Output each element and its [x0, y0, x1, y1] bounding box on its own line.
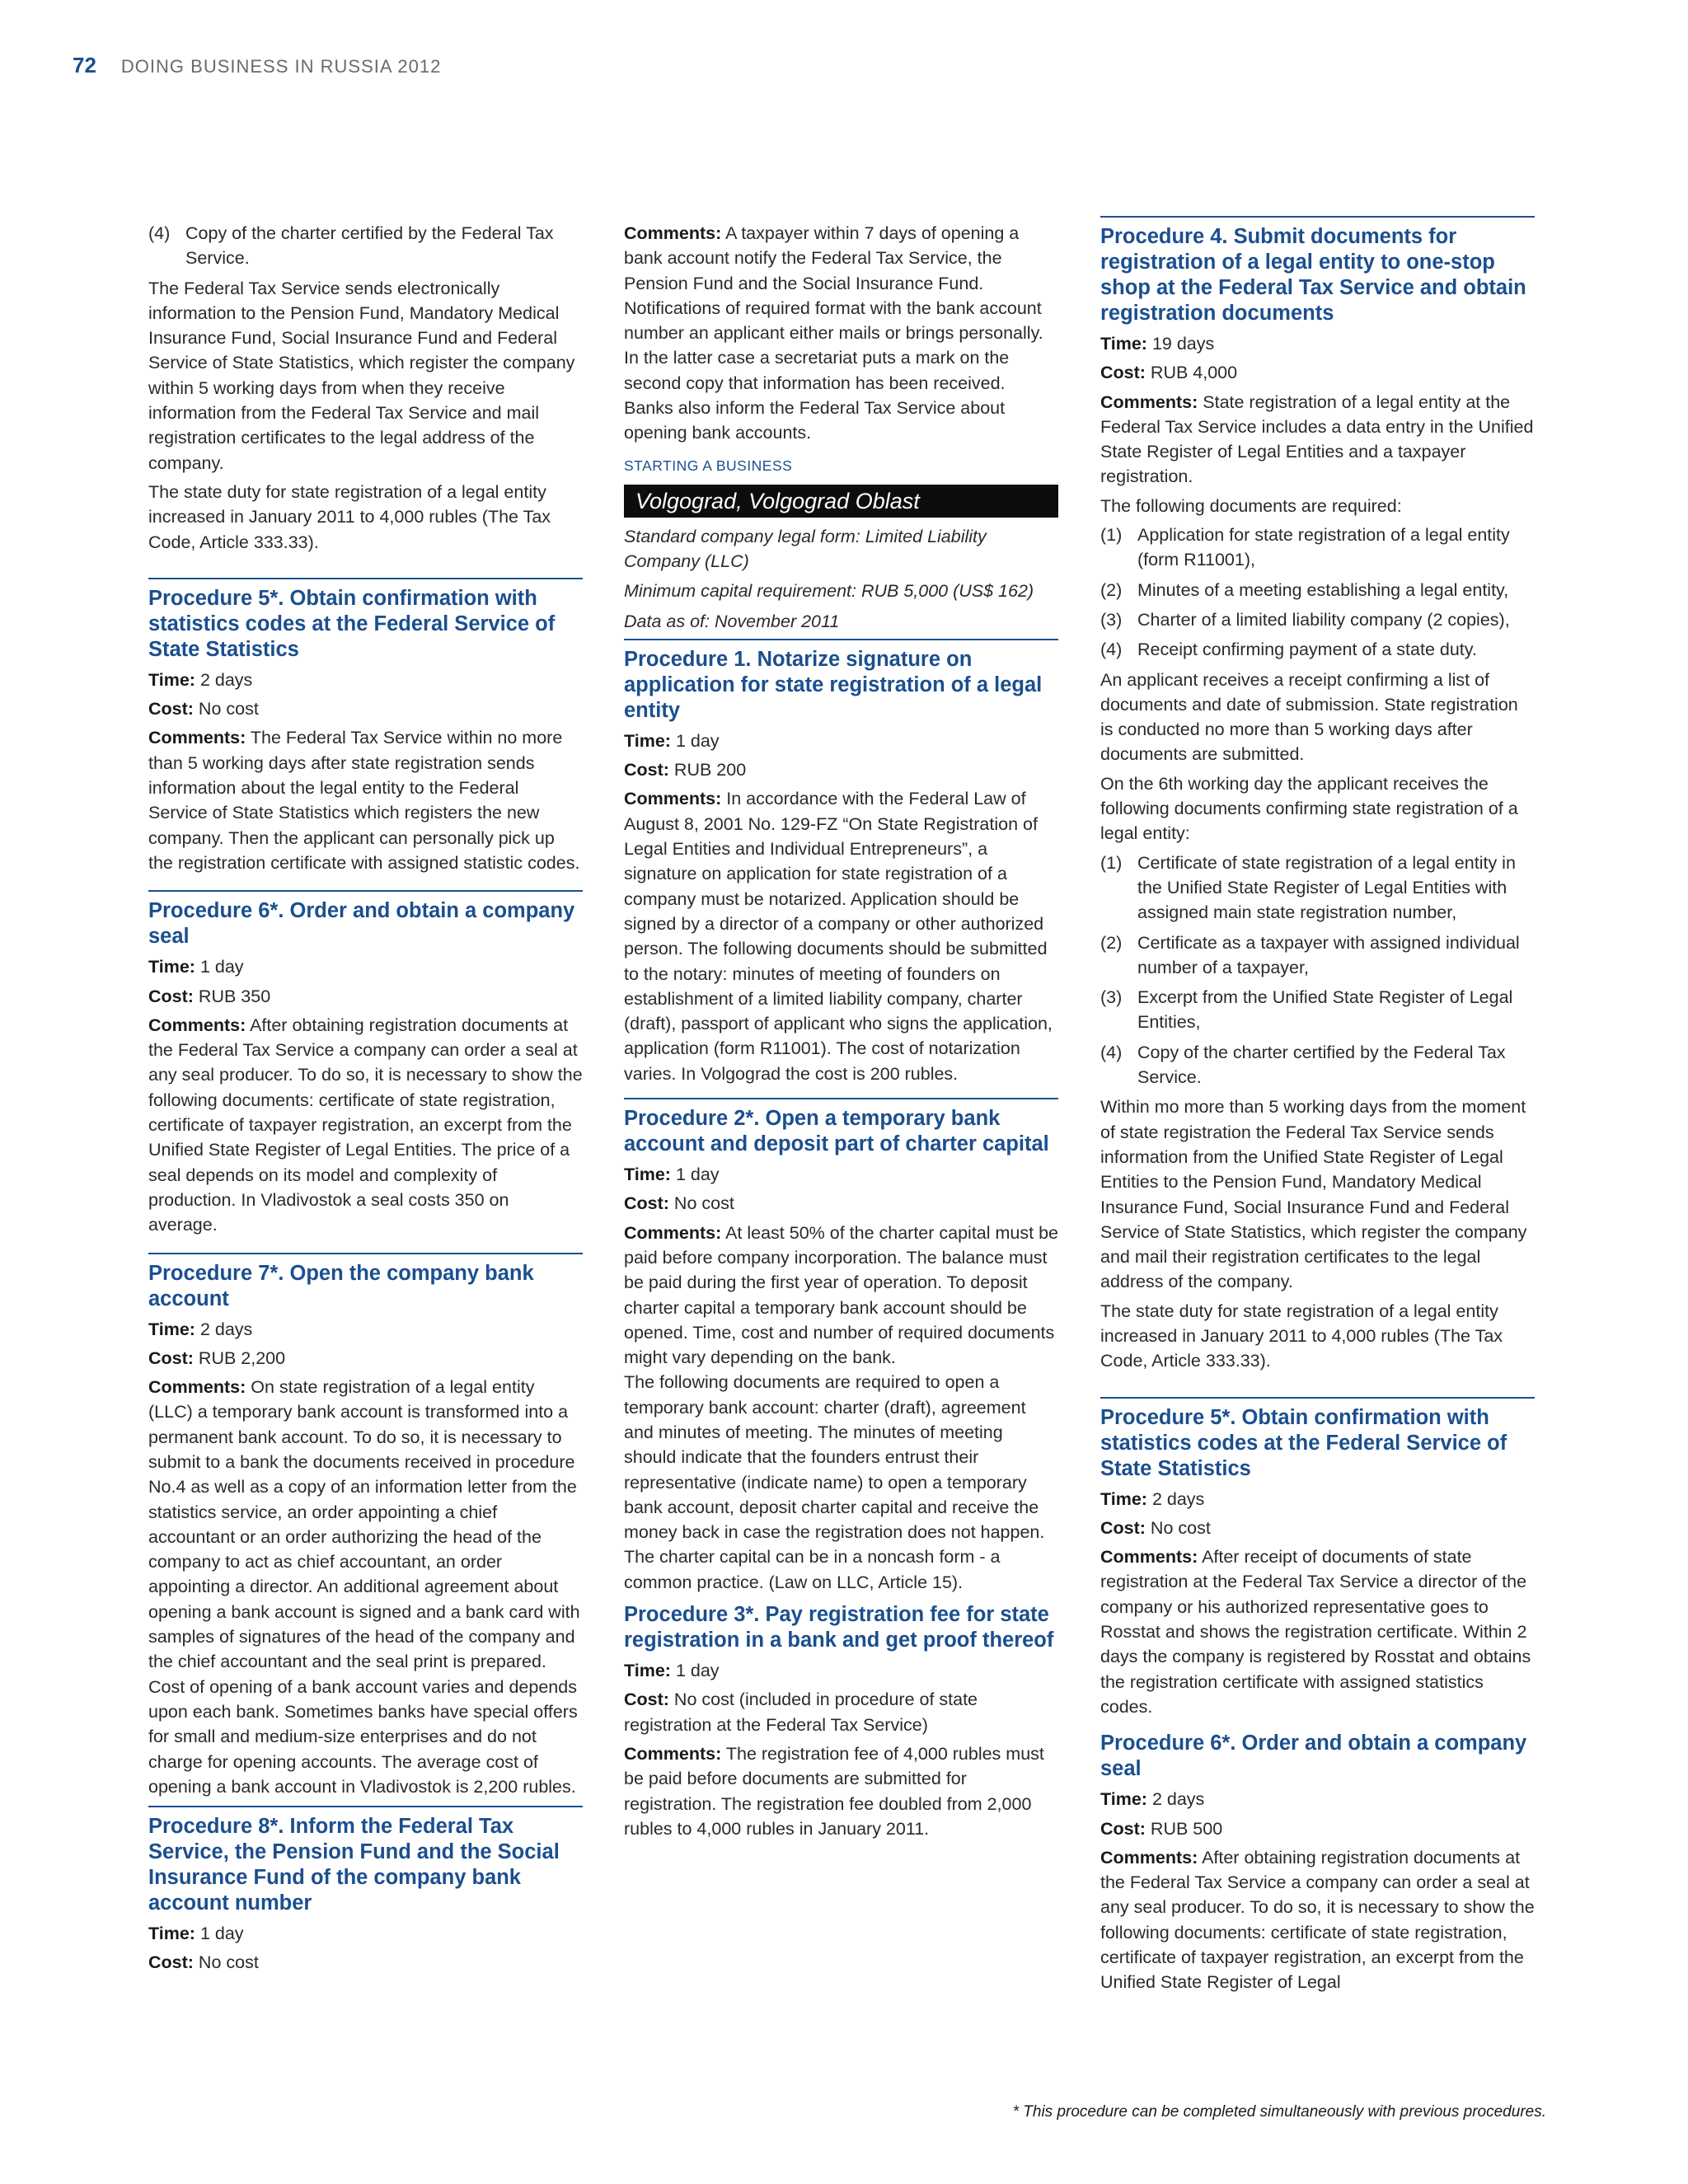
procedure-heading: [148, 1806, 583, 1916]
procedure-title: Procedure 5*. Obtain confirmation with statistics codes at the Federal Service of State Statistics: [1100, 1405, 1507, 1480]
paragraph: The following documents are required to open a temporary bank account: charter (draft), agreement and minutes of meeting. The minutes of meeting should indicate that the founders entrust their representative (indicate name) to open a temporary bank account, deposit charter capital and receive the money back in case the registration does not happen. The charter capital can be in a noncash form - a common practice. (Law on LLC, Article 15).: [624, 1372, 1045, 1592]
minimum-capital: Minimum capital requirement: RUB 5,000 (US$ 162): [624, 581, 1034, 602]
procedure-title: Procedure 2*. Open a temporary bank account and deposit part of charter capital: [624, 1107, 1049, 1156]
procedure-title: Procedure 3*. Pay registration fee for state registration in a bank and get proof thereof: [624, 1603, 1054, 1652]
procedure-heading: [1100, 1397, 1535, 1482]
list-item: (4) Copy of the charter certified by the Federal Tax Service.: [148, 223, 554, 269]
paragraph: The Federal Tax Service sends electronically information to the Pension Fund, Mandatory Medical Insurance Fund, Social Insurance Fund and Federal Service of State Statistics, which register the company within 5 working days from when they receive information from the Federal Tax Service and mail registration certificates to the legal address of the company.: [148, 278, 575, 473]
procedure-heading: [1100, 216, 1535, 326]
list-item: (1) Certificate of state registration of a legal entity in the Unified State Register of Legal Entities with assigned main state registration number,: [1100, 852, 1516, 923]
procedure-title: Procedure 1. Notarize signature on application for state registration of a legal entity: [624, 647, 1043, 722]
page-header: [73, 53, 441, 86]
procedure-title: Procedure 8*. Inform the Federal Tax Service, the Pension Fund and the Social Insurance Fund of the company bank account number: [148, 1815, 560, 1915]
data-as-of: Data as of: November 2011: [624, 611, 840, 631]
procedure-cost: Cost: RUB 500: [1100, 1818, 1223, 1839]
procedure-comments: Comments: A taxpayer within 7 days of opening a bank account notify the Federal Tax Service, the Pension Fund and the Social Insurance Fund. Notifications of required format with the bank account number an applicant either mails or brings personally. In the latter case a secretariat puts a mark on the second copy that information has been received. Banks also inform the Federal Tax Service about opening bank accounts.: [624, 223, 1043, 443]
paragraph: An applicant receives a receipt confirming a list of documents and date of submission. State registration is conducted no more than 5 working days after documents are submitted.: [1100, 669, 1518, 765]
paragraph: The state duty for state registration of a legal entity increased in January 2011 to 4,000 rubles (The Tax Code, Article 333.33).: [148, 481, 551, 552]
procedure-heading: [624, 1098, 1058, 1157]
procedure-heading: [148, 890, 583, 949]
procedure-title: Procedure 7*. Open the company bank account: [148, 1261, 534, 1310]
paragraph: On the 6th working day the applicant receives the following documents confirming state registration of a legal entity:: [1100, 773, 1518, 844]
procedure-comments: Comments: After receipt of documents of state registration at the Federal Tax Service a director of the company or his authorized representative goes to Rosstat and shows the registration certificate. Within 2 days the company is registered by Rosstat and obtains the registration certificate with assigned statistics codes.: [1100, 1547, 1531, 1717]
list-item: (3) Charter of a limited liability company (2 copies),: [1100, 609, 1510, 630]
procedure-heading: [624, 1599, 1058, 1653]
paragraph: The state duty for state registration of a legal entity increased in January 2011 to 4,000 rubles (The Tax Code, Article 333.33).: [1100, 1301, 1503, 1371]
procedure-cost: Cost: No cost: [1100, 1517, 1211, 1538]
procedure-comments: Comments: State registration of a legal entity at the Federal Tax Service includes a data entry in the Unified State Register of Legal Entities and a taxpayer registration.: [1100, 391, 1534, 487]
procedure-heading: [624, 639, 1058, 724]
procedure-title: Procedure 5*. Obtain confirmation with statistics codes at the Federal Service of State Statistics: [148, 586, 556, 661]
procedure-cost: Cost: RUB 4,000: [1100, 363, 1238, 383]
page-number: 72: [73, 53, 96, 77]
procedure-time: Time: 1 day: [624, 1165, 720, 1185]
legal-form: Standard company legal form: Limited Liability Company (LLC): [624, 526, 987, 571]
procedure-time: Time: 2 days: [1100, 1488, 1205, 1509]
paragraph: Within mo more than 5 working days from the moment of state registration the Federal Tax Service sends information from the Unified State Register of Legal Entities to the Pension Fund, Mandatory Medical Insurance Fund, Social Insurance Fund and Federal Service of State Statistics, which register the company and mail their registration certificates to the legal address of the company.: [1100, 1097, 1527, 1292]
document-list: [148, 221, 583, 271]
procedure-cost: Cost: No cost (included in procedure of state registration at the Federal Tax Service): [624, 1690, 978, 1735]
paragraph: The following documents are required:: [1100, 495, 1402, 516]
footnote: * This procedure can be completed simultaneously with previous procedures.: [1012, 2103, 1546, 2121]
procedure-time: Time: 1 day: [624, 1661, 720, 1681]
procedure-heading: [148, 578, 583, 663]
procedure-comments: Comments: At least 50% of the charter capital must be paid before company incorporation. The balance must be paid during the first year of operation. To deposit charter capital a temporary bank account should be opened. Time, cost and number of required documents might vary depending on the bank.: [624, 1222, 1058, 1368]
running-title: DOING BUSINESS IN RUSSIA 2012: [120, 56, 442, 77]
procedure-title: Procedure 6*. Order and obtain a company seal: [148, 899, 575, 949]
procedure-cost: Cost: No cost: [148, 1952, 259, 1973]
procedure-cost: Cost: RUB 350: [148, 986, 271, 1006]
city-banner: Volgograd, Volgograd Oblast: [624, 485, 1058, 518]
procedure-time: Time: 1 day: [148, 957, 244, 977]
column-right: [1100, 216, 1535, 1999]
procedure-time: Time: 1 day: [624, 730, 720, 751]
list-item: (4) Copy of the charter certified by the Federal Tax Service.: [1100, 1042, 1506, 1088]
section-label: STARTING A BUSINESS: [624, 457, 793, 474]
column-middle: [624, 221, 1058, 1845]
procedure-heading: [148, 1253, 583, 1312]
list-item: (2) Certificate as a taxpayer with assigned individual number of a taxpayer,: [1100, 932, 1520, 977]
required-documents-list: [1100, 523, 1535, 662]
column-left: [148, 221, 583, 1980]
procedure-time: Time: 2 days: [148, 669, 253, 690]
list-item: (1) Application for state registration of a legal entity (form R11001),: [1100, 525, 1510, 570]
procedure-comments: Comments: After obtaining registration documents at the Federal Tax Service a company can order a seal at any seal producer. To do so, it is necessary to show the following documents: certificate of state registration, certificate of taxpayer registration, an excerpt from the Unified State Register of Legal Entities. The price of a seal depends on its model and complexity of production. In Vladivostok a seal costs 350 on average.: [148, 1015, 583, 1235]
procedure-title: Procedure 4. Submit documents for registration of a legal entity to one-stop shop at the Federal Tax Service and obtain registration documents: [1100, 225, 1526, 325]
procedure-title: Procedure 6*. Order and obtain a company seal: [1100, 1732, 1527, 1781]
procedure-time: Time: 2 days: [1100, 1789, 1205, 1810]
list-item: (2) Minutes of a meeting establishing a legal entity,: [1100, 579, 1509, 600]
procedure-heading: [1100, 1727, 1535, 1782]
procedure-comments: Comments: On state registration of a legal entity (LLC) a temporary bank account is transformed into a permanent bank account. To do so, it is necessary to submit to a bank the documents received in procedure No.4 as well as a copy of an information letter from the statistics service, an order appointing a chief accountant or an order authorizing the head of the company to act as chief accountant, an order appointing a director. An additional agreement about opening a bank account is signed and a bank card with samples of signatures of the head of the company and the chief accountant and the seal print is prepared. Cost of opening of a bank account varies and depends upon each bank. Sometimes banks have special offers for small and medium-size enterprises and do not charge for opening accounts. The average cost of opening a bank account in Vladivostok is 2,200 rubles.: [148, 1377, 580, 1797]
procedure-time: Time: 19 days: [1100, 334, 1215, 354]
list-item: (4) Receipt confirming payment of a state duty.: [1100, 640, 1477, 660]
procedure-time: Time: 1 day: [148, 1924, 244, 1944]
procedure-comments: Comments: The Federal Tax Service within no more than 5 working days after state registration sends information about the legal entity to the Federal Service of State Statistics which registers the new company. Then the applicant can personally pick up the registration certificate with assigned statistic codes.: [148, 728, 580, 873]
list-item: (3) Excerpt from the Unified State Register of Legal Entities,: [1100, 987, 1513, 1033]
procedure-comments: Comments: After obtaining registration documents at the Federal Tax Service a company can order a seal at any seal producer. To do so, it is necessary to show the following documents: certificate of state registration, certificate of taxpayer registration, an excerpt from the Unified State Register of Legal: [1100, 1847, 1535, 1993]
received-documents-list: [1100, 851, 1535, 1090]
procedure-cost: Cost: No cost: [148, 699, 259, 719]
procedure-cost: Cost: No cost: [624, 1193, 734, 1214]
procedure-time: Time: 2 days: [148, 1319, 253, 1339]
procedure-comments: Comments: In accordance with the Federal Law of August 8, 2001 No. 129-FZ “On State Registration of Legal Entities and Individual Entrepreneurs”, a signature on application for state registration of a company must be notarized. Application should be signed by a director of a company or other authorized person. The following documents should be submitted to the notary: minutes of meeting of founders on establishment of a limited liability company, charter (draft), passport of applicant who signs the application, application (form R11001). The cost of notarization varies. In Volgograd the cost is 200 rubles.: [624, 789, 1053, 1084]
procedure-comments: Comments: The registration fee of 4,000 rubles must be paid before documents are submitted for registration. The registration fee doubled from 2,000 rubles to 4,000 rubles in January 2011.: [624, 1743, 1044, 1839]
procedure-cost: Cost: RUB 2,200: [148, 1347, 286, 1368]
procedure-cost: Cost: RUB 200: [624, 760, 747, 780]
